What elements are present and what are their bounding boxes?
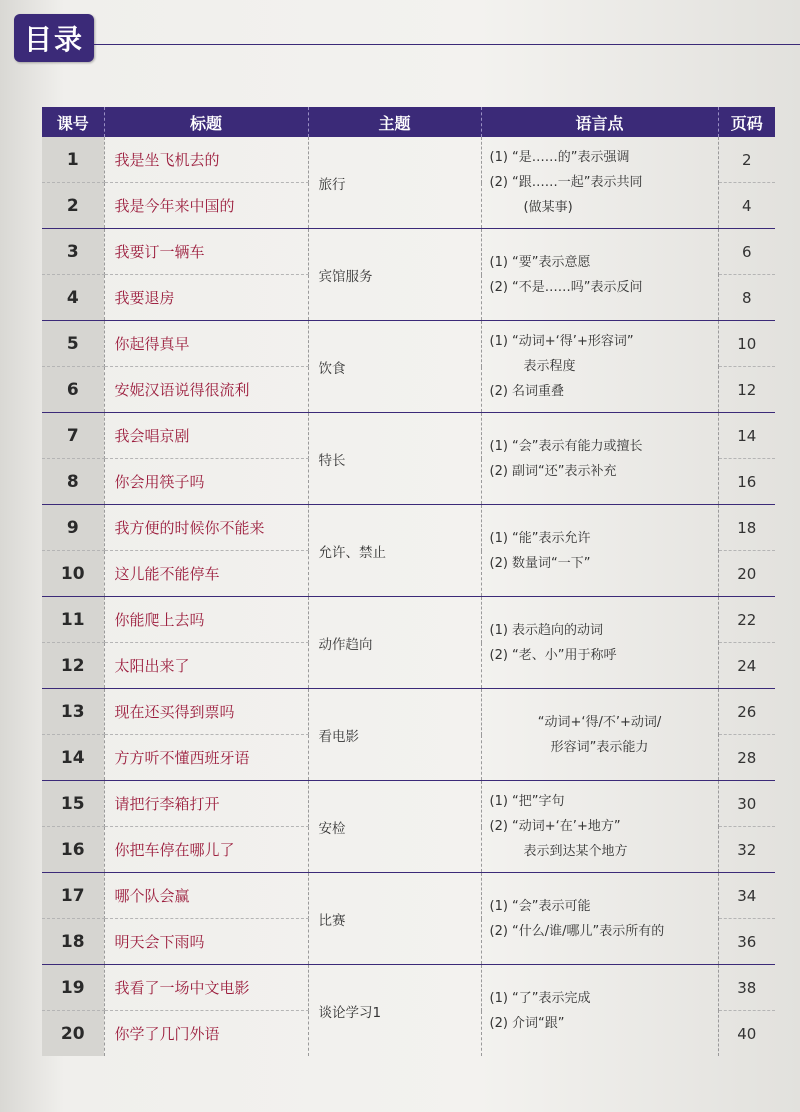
lesson-row [42,689,775,735]
lesson-row [42,597,775,643]
lesson-title-link[interactable]: 现在还买得到票吗 [104,689,308,735]
lesson-row [42,873,775,919]
page-number: 20 [737,564,757,583]
unit-theme: 特长 [308,413,481,505]
lesson-number: 3 [42,229,104,275]
page-number: 32 [737,840,757,859]
toc-header [42,107,775,137]
unit-theme: 比赛 [308,873,481,965]
lesson-row [42,781,775,827]
lesson-row [42,229,775,275]
language-points [481,781,718,873]
language-point-line: (2) 名词重叠 [489,384,565,399]
lesson-number: 11 [42,597,104,643]
page-number: 30 [718,781,775,827]
col-header-number: 课号 [42,107,104,137]
lesson-title-link[interactable]: 我是坐飞机去的 [104,137,308,183]
lesson-title-link[interactable]: 你会用筷子吗 [104,459,308,505]
lesson-number: 1 [42,137,104,183]
lesson-number: 15 [42,781,104,827]
page-number: 34 [718,873,775,919]
unit-theme: 看电影 [308,689,481,781]
lesson-title-link[interactable]: 我会唱京剧 [104,413,308,459]
toc-body [42,137,775,1056]
lesson-number: 2 [42,183,104,229]
lesson-number: 13 [42,689,104,735]
page-number: 40 [737,1024,757,1043]
language-point-line: (1) “把”字句 [489,794,565,809]
lesson-title-link[interactable]: 请把行李箱打开 [104,781,308,827]
language-point-line: (1) “会”表示可能 [489,898,591,914]
language-points [481,965,718,1057]
page-number: 10 [718,321,775,367]
language-points [481,321,718,413]
lesson-title-link[interactable]: 太阳出来了 [104,643,308,689]
lesson-row [42,137,775,183]
lesson-title-link[interactable]: 你学了几门外语 [104,1011,308,1057]
lesson-row [42,321,775,367]
unit-theme: 谈论学习1 [308,965,481,1057]
lesson-title-link[interactable]: 我要订一辆车 [104,229,308,275]
language-point-line: (2) “老、小”用于称呼 [489,647,617,663]
language-points [481,137,718,229]
lesson-number: 10 [42,551,104,597]
lesson-title-link[interactable]: 你起得真早 [104,321,308,367]
language-point-line: 表示程度 [523,359,576,374]
lesson-number: 14 [42,735,104,781]
language-points [481,505,718,597]
language-point-line: (1) “动词+‘得’+形容词” [489,334,634,349]
col-header-language-point: 语言点 [481,107,718,137]
lesson-title-link[interactable]: 方方听不懂西班牙语 [104,735,308,781]
language-point-line: (2) 介词“跟” [489,1015,565,1031]
title-rule [94,44,800,45]
lesson-title-link[interactable]: 我方便的时候你不能来 [104,505,308,551]
unit-theme: 宾馆服务 [308,229,481,321]
lesson-number: 8 [42,459,104,505]
language-point-line: “动词+‘得/不’+动词/ [537,714,662,730]
page-title: 目录 [14,14,94,62]
lesson-title-link[interactable]: 我看了一场中文电影 [104,965,308,1011]
language-point-line: (1) “是……的”表示强调 [489,150,630,165]
toc-table [42,107,775,1056]
lesson-number: 19 [42,965,104,1011]
page-number: 18 [718,505,775,551]
lesson-title-link[interactable]: 我要退房 [104,275,308,321]
language-points [481,873,718,965]
page-number: 26 [718,689,775,735]
lesson-title-link[interactable]: 你能爬上去吗 [104,597,308,643]
page-number: 6 [718,229,775,275]
language-points [481,597,718,689]
unit-theme: 饮食 [308,321,481,413]
page-number: 14 [718,413,775,459]
language-point-line: (1) “能”表示允许 [489,530,591,546]
page-number: 12 [737,380,757,399]
lesson-number: 5 [42,321,104,367]
language-point-line: (做某事) [523,200,573,215]
page-number: 4 [741,196,752,215]
col-header-title: 标题 [104,107,308,137]
lesson-number: 18 [42,919,104,965]
language-point-line: (2) “跟……一起”表示共同 [489,175,643,190]
page-number: 38 [718,965,775,1011]
lesson-number: 9 [42,505,104,551]
language-point-line: (2) “什么/谁/哪儿”表示所有的 [489,923,665,939]
page-number: 24 [737,656,757,675]
page-number: 22 [718,597,775,643]
language-point-line: (2) 副词“还”表示补充 [489,463,617,479]
language-points [481,413,718,505]
page-number: 36 [737,932,757,951]
page-number: 2 [718,137,775,183]
language-point-line: (1) “要”表示意愿 [489,254,591,270]
language-point-line: (2) 数量词“一下” [489,555,591,571]
lesson-number: 17 [42,873,104,919]
lesson-number: 7 [42,413,104,459]
unit-theme: 安检 [308,781,481,873]
language-point-line: (1) 表示趋向的动词 [489,622,604,638]
lesson-title-link[interactable]: 哪个队会赢 [104,873,308,919]
page-number: 28 [737,748,757,767]
language-point-line: 形容词”表示能力 [550,739,649,755]
language-point-line: (2) “不是……吗”表示反问 [489,279,643,295]
lesson-row [42,505,775,551]
lesson-number: 12 [42,643,104,689]
language-point-line: (2) “动词+‘在’+地方” [489,819,621,834]
lesson-row [42,413,775,459]
lesson-number: 6 [42,367,104,413]
page-number: 16 [737,472,757,491]
page-number: 8 [741,288,752,307]
lesson-title-link[interactable]: 安妮汉语说得很流利 [104,367,308,413]
language-point-line: (1) “了”表示完成 [489,990,591,1006]
lesson-title-link[interactable]: 这儿能不能停车 [104,551,308,597]
lesson-number: 4 [42,275,104,321]
unit-theme: 动作趋向 [308,597,481,689]
lesson-title-link[interactable]: 我是今年来中国的 [104,183,308,229]
language-point-line: (1) “会”表示有能力或擅长 [489,438,643,454]
lesson-title-link[interactable]: 明天会下雨吗 [104,919,308,965]
col-header-page: 页码 [718,107,775,137]
language-point-line: 表示到达某个地方 [523,844,628,859]
lesson-row [42,965,775,1011]
col-header-theme: 主题 [308,107,481,137]
lesson-title-link[interactable]: 你把车停在哪儿了 [104,827,308,873]
language-points [481,689,718,781]
lesson-number: 16 [42,827,104,873]
lesson-number: 20 [42,1011,104,1057]
unit-theme: 允许、禁止 [308,505,481,597]
language-points [481,229,718,321]
unit-theme: 旅行 [308,137,481,229]
